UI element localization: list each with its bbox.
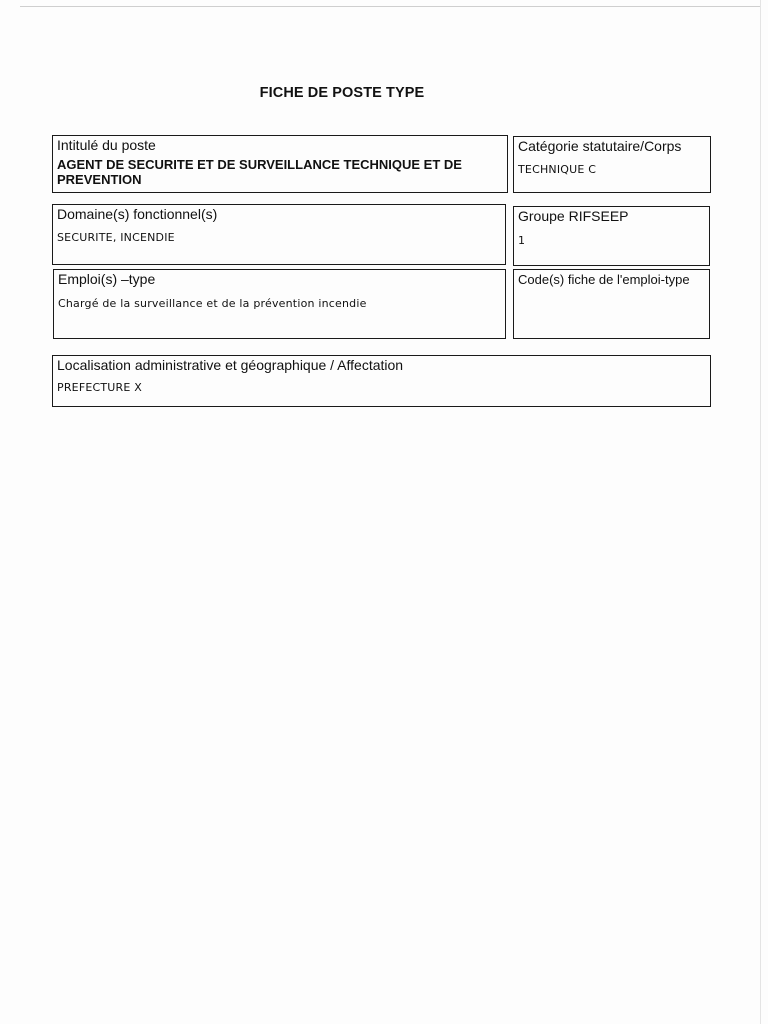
intitule-value: AGENT DE SECURITE ET DE SURVEILLANCE TECHNIQUE ET DE PREVENTION: [57, 157, 462, 187]
localisation-label: Localisation administrative et géographique / Affectation: [57, 357, 404, 373]
intitule-box: [52, 135, 508, 193]
emploi-box: [53, 269, 506, 339]
groupe-label: Groupe RIFSEEP: [518, 208, 629, 224]
localisation-box: [52, 355, 711, 407]
code-label: Code(s) fiche de l'emploi-type: [518, 272, 690, 287]
scan-border-top: [20, 6, 760, 7]
domaine-value: SECURITE, INCENDIE: [57, 231, 175, 244]
code-box: [513, 269, 710, 339]
categorie-label: Catégorie statutaire/Corps: [518, 138, 682, 154]
emploi-label: Emploi(s) –type: [58, 271, 156, 287]
categorie-value: TECHNIQUE C: [518, 163, 597, 176]
domaine-box: [52, 204, 506, 265]
page-title: FICHE DE POSTE TYPE: [259, 85, 425, 101]
groupe-box: [513, 206, 710, 266]
scan-border-right: [760, 0, 761, 1024]
categorie-box: [513, 136, 711, 193]
emploi-value: Chargé de la surveillance et de la prévention incendie: [58, 297, 367, 310]
domaine-label: Domaine(s) fonctionnel(s): [57, 206, 218, 222]
intitule-label: Intitulé du poste: [57, 137, 156, 153]
groupe-value: 1: [518, 234, 526, 247]
localisation-value: PREFECTURE X: [57, 381, 142, 394]
